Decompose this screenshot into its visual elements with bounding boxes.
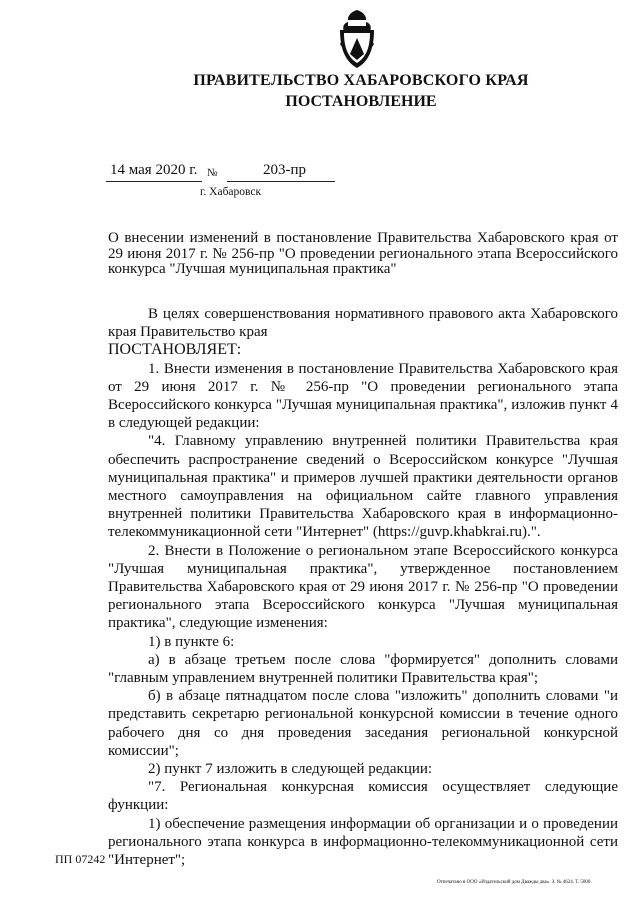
paragraph: 1) обеспечение размещения информации об организации и о проведении регионального этапа конкурса в информационно-телекоммуникационной сети "Интернет"; [108,815,618,869]
document-type: ПОСТАНОВЛЕНИЕ [285,93,437,110]
government-name: ПРАВИТЕЛЬСТВО ХАБАРОВСКОГО КРАЯ [193,72,529,89]
date-underline [106,181,202,182]
printer-note: Отпечатано в ООО «Издательский дом Дважды два». З. № 4624. Т. 5000. [437,880,592,885]
document-date: 14 мая 2020 г. [110,162,198,178]
resolution-keyword: ПОСТАНОВЛЯЕТ: [108,341,242,359]
paragraph: 2) пункт 7 изложить в следующей редакции: [148,761,433,778]
paragraph: "7. Региональная конкурсная комиссия осуществляет следующие функции: [108,779,618,814]
paragraph: 1. Внести изменения в постановление Правительства Хабаровского края от 29 июня 2017 г. № 256-пр "О проведении регионального этапа Всероссийского конкурса "Лучшая муниципальная практика", изложив пункт 4 в следующей редакции: [108,360,618,432]
coat-of-arms-icon [332,8,382,70]
document-title: О внесении изменений в постановление Правительства Хабаровского края от 29 июня 2017 г. № 256-пр "О проведении регионального этапа Всероссийского конкурса "Лучшая муниципальная практика" [108,230,618,277]
paragraph: В целях совершенствования нормативного правового акта Хабаровского края Правительство края [108,306,618,341]
number-underline [227,181,335,182]
document-number: 203-пр [263,162,307,178]
paragraph: "4. Главному управлению внутренней политики Правительства края обеспечить распространение сведений о Всероссийском конкурсе "Лучшая муниципальная практика" и примеров лучшей практики деятельности органов местного самоуправления на официальном сайте главного управления внутренней политики Правительства Хабаровского края в информационно-телекоммуникационной сети "Интернет" (https://guvp.khabkrai.ru).". [108,433,618,541]
number-sign: № [207,167,218,179]
paragraph: б) в абзаце пятнадцатом после слова "изложить" дополнить словами "и представить секретарю региональной конкурсной комиссии в течение одного рабочего дня со дня проведения заседания региональной конкурсной комиссии"; [108,688,618,759]
document-city: г. Хабаровск [200,186,262,198]
document-body [108,305,618,869]
paragraph: а) в абзаце третьем после слова "формируется" дополнить словами "главным управлением внутренней политики Правительства края"; [108,651,618,687]
document-code: ПП 07242 [55,852,106,866]
paragraph: 1) в пункте 6: [148,633,235,650]
paragraph: 2. Внести в Положение о региональном этапе Всероссийского конкурса "Лучшая муниципальная практика", утвержденное постановлением Правительства Хабаровского края от 29 июня 2017 г. № 256-пр "О проведении регионального этапа Всероссийского конкурса "Лучшая муниципальная практика", следующие изменения: [108,542,618,632]
